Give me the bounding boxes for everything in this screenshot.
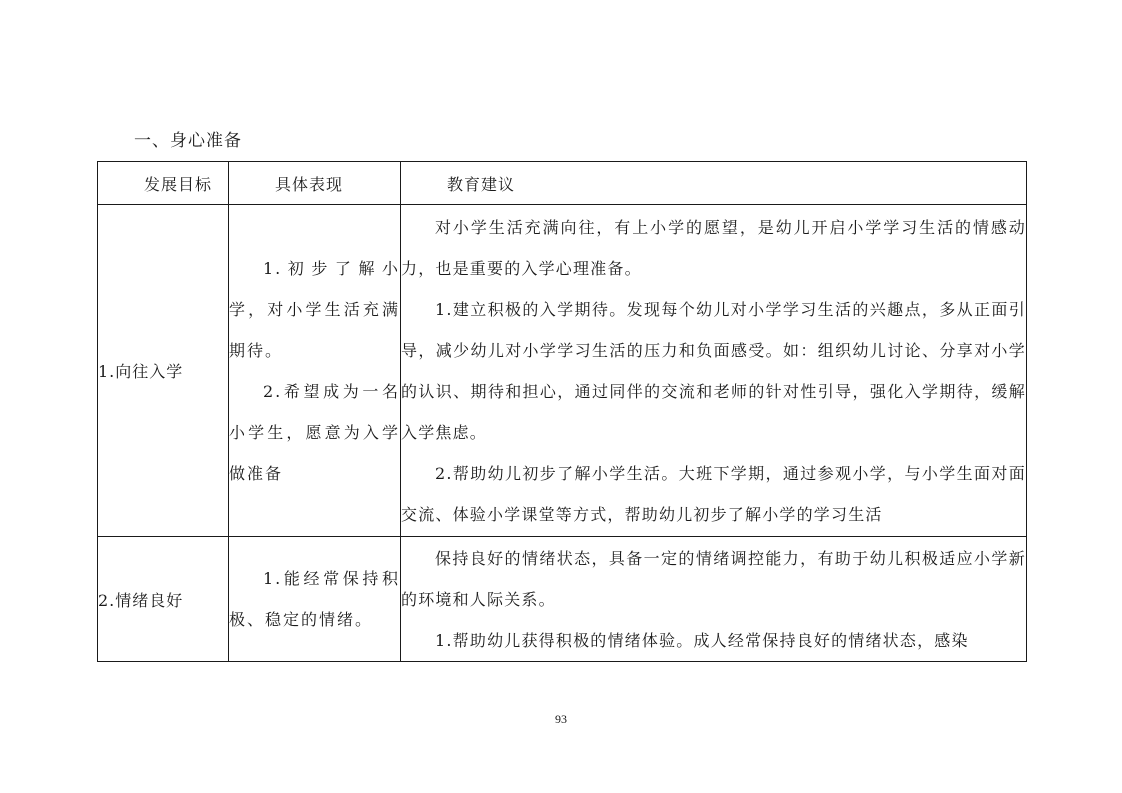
header-advice: 教育建议 (401, 162, 1027, 205)
performance-item: 2.希望成为一名小学生，愿意为入学做准备 (229, 381, 400, 483)
table-row (98, 537, 1027, 662)
table-row (98, 205, 1027, 537)
advice-cell (401, 537, 1027, 662)
advice-paragraph: 1.帮助幼儿获得积极的情绪体验。成人经常保持良好的情绪状态，感染 (435, 630, 969, 650)
page-number: 93 (555, 712, 567, 726)
goal-cell: 2.情绪良好 (98, 537, 229, 662)
table-header-row (98, 162, 1027, 205)
advice-cell (401, 205, 1027, 537)
performance-item: 1.初步了解小学，对小学生活充满期待。 (229, 258, 400, 360)
header-goal: 发展目标 (98, 162, 229, 205)
readiness-table (97, 161, 1027, 662)
advice-paragraph: 2.帮助幼儿初步了解小学生活。大班下学期，通过参观小学，与小学生面对面交流、体验小学课堂等方式，帮助幼儿初步了解小学的学习生活 (401, 463, 1026, 524)
advice-paragraph: 保持良好的情绪状态，具备一定的情绪调控能力，有助于幼儿积极适应小学新的环境和人际关系。 (401, 548, 1026, 609)
performance-cell (229, 205, 401, 537)
performance-item: 1.能经常保持积极、稳定的情绪。 (229, 569, 400, 629)
advice-paragraph: 对小学生活充满向往，有上小学的愿望，是幼儿开启小学学习生活的情感动力，也是重要的入学心理准备。 (401, 217, 1026, 278)
header-performance: 具体表现 (229, 162, 401, 205)
performance-cell (229, 537, 401, 662)
section-title: 一、身心准备 (134, 131, 242, 151)
goal-cell: 1.向往入学 (98, 205, 229, 537)
advice-paragraph: 1.建立积极的入学期待。发现每个幼儿对小学学习生活的兴趣点，多从正面引导，减少幼儿对小学学习生活的压力和负面感受。如：组织幼儿讨论、分享对小学的认识、期待和担心，通过同伴的交流和老师的针对性引导，强化入学期待，缓解入学焦虑。 (401, 299, 1026, 442)
